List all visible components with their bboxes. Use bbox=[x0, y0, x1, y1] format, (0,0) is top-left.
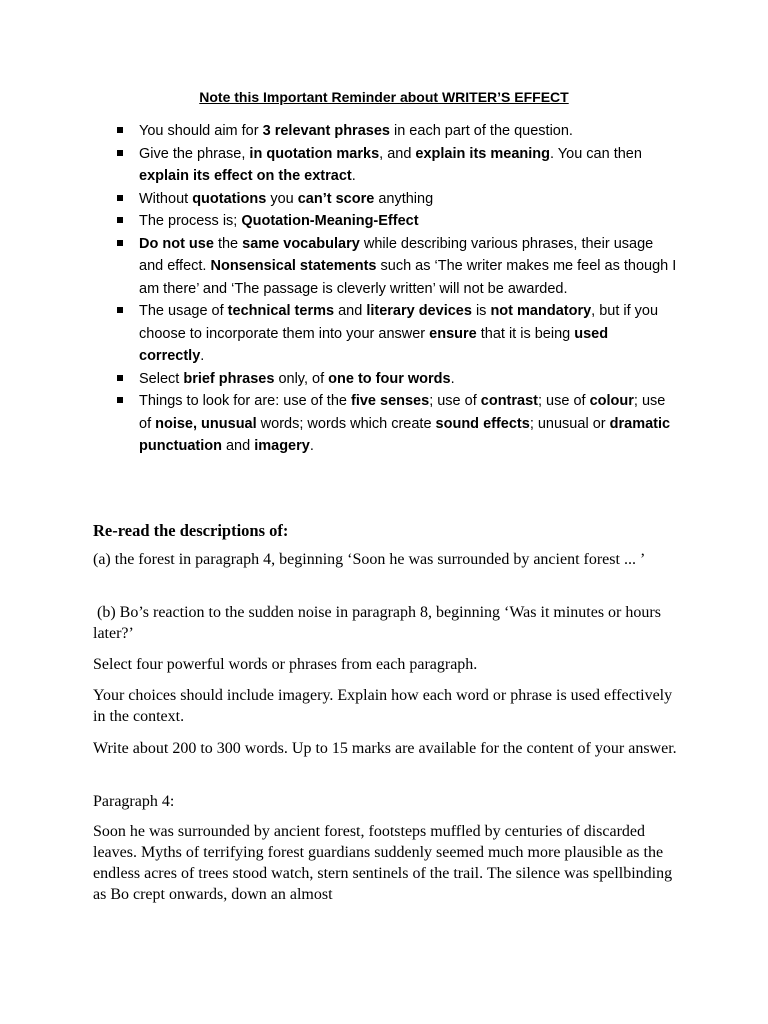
body-text: the bbox=[213, 235, 243, 252]
emphasis-text: five senses bbox=[350, 393, 430, 409]
square-bullet-icon bbox=[117, 307, 123, 313]
emphasis-text: Quotation-Meaning-Effect bbox=[241, 213, 419, 229]
body-text: that it is being bbox=[476, 325, 575, 342]
square-bullet-icon bbox=[117, 150, 123, 156]
emphasis-text: literary devices bbox=[366, 303, 472, 319]
question-item-a: (a) the forest in paragraph 4, beginning ‘Soon he was surrounded by ancient forest ... ’ bbox=[93, 551, 646, 568]
emphasis-text: can’t score bbox=[297, 190, 375, 207]
body-text: ; use of bbox=[429, 393, 481, 409]
emphasis-text: quotations bbox=[192, 190, 267, 207]
reminder-item bbox=[117, 143, 677, 188]
reminder-item bbox=[117, 188, 677, 211]
body-text: only, of bbox=[274, 370, 329, 387]
emphasis-text: same vocabulary bbox=[242, 235, 360, 252]
instruction-imagery: Your choices should include imagery. Explain how each word or phrase is used effectively in the context. bbox=[93, 687, 673, 725]
body-text: in each part of the question. bbox=[389, 123, 573, 139]
square-bullet-icon bbox=[117, 375, 123, 381]
question-item-b: (b) Bo’s reaction to the sudden noise in paragraph 8, beginning ‘Was it minutes or hours later?’ bbox=[93, 604, 661, 642]
emphasis-text: in quotation marks bbox=[249, 145, 380, 162]
reminder-item bbox=[117, 120, 677, 143]
emphasis-text: technical terms bbox=[227, 303, 335, 319]
emphasis-text: imagery bbox=[254, 438, 310, 454]
square-bullet-icon bbox=[117, 195, 123, 201]
reminder-item bbox=[117, 368, 677, 391]
emphasis-text: sound effects bbox=[435, 415, 530, 432]
body-text: . bbox=[200, 348, 205, 364]
reread-heading: Re-read the descriptions of: bbox=[93, 521, 289, 540]
body-text: You should aim for bbox=[139, 123, 263, 139]
instruction-word-count: Write about 200 to 300 words. Up to 15 marks are available for the content of your answer. bbox=[93, 740, 677, 757]
reminder-item bbox=[117, 233, 677, 301]
paragraph-label: Paragraph 4: bbox=[93, 793, 175, 810]
body-text: , but if you choose to incorporate them into your answer bbox=[139, 303, 659, 342]
body-text: and bbox=[334, 303, 367, 319]
reminder-list bbox=[117, 120, 677, 458]
body-text: . You can then bbox=[550, 145, 642, 162]
emphasis-text: explain its meaning bbox=[415, 145, 550, 162]
emphasis-text: contrast bbox=[480, 393, 538, 409]
square-bullet-icon bbox=[117, 240, 123, 246]
body-text: is bbox=[471, 303, 491, 319]
body-text: such as ‘The writer makes me feel as though I am there’ and ‘The passage is cleverly written’ will not be awarded. bbox=[139, 258, 677, 297]
paragraph-text: Soon he was surrounded by ancient forest, footsteps muffled by centuries of discarded leaves. Myths of terrifying forest guardians suddenly seemed much more plausible as the endless acres of trees stood watch, stern sentinels of the trail. The silence was spellbinding as Bo crept onwards, down an almost bbox=[93, 823, 673, 903]
emphasis-text: not mandatory bbox=[490, 303, 592, 319]
body-text: ; use of bbox=[538, 393, 590, 409]
body-text: while describing various phrases, their usage and effect. bbox=[139, 235, 654, 274]
emphasis-text: noise, unusual bbox=[155, 415, 257, 432]
instruction-select: Select four powerful words or phrases from each paragraph. bbox=[93, 656, 478, 673]
emphasis-text: used correctly bbox=[139, 325, 609, 364]
emphasis-text: Nonsensical statements bbox=[210, 258, 377, 274]
reminder-item bbox=[117, 210, 677, 233]
body-text: , and bbox=[379, 145, 416, 162]
body-text: . bbox=[450, 370, 455, 387]
reminder-item bbox=[117, 300, 677, 368]
body-text: . bbox=[351, 168, 356, 184]
body-text: and bbox=[221, 438, 255, 454]
reminder-item bbox=[117, 390, 677, 458]
emphasis-text: colour bbox=[589, 393, 634, 409]
emphasis-text: brief phrases bbox=[183, 370, 275, 387]
body-text: words; words which create bbox=[256, 415, 436, 432]
emphasis-text: Do not use bbox=[139, 235, 214, 252]
body-text: The process is; bbox=[139, 213, 242, 229]
square-bullet-icon bbox=[117, 397, 123, 403]
square-bullet-icon bbox=[117, 217, 123, 223]
body-text: anything bbox=[374, 190, 434, 207]
square-bullet-icon bbox=[117, 127, 123, 133]
body-text: The usage of bbox=[139, 303, 228, 319]
body-text: Select bbox=[139, 370, 184, 387]
body-text: Without bbox=[139, 190, 193, 207]
body-text: Give the phrase, bbox=[139, 145, 250, 162]
body-text: ; unusual or bbox=[529, 415, 610, 432]
emphasis-text: ensure bbox=[429, 325, 477, 342]
emphasis-text: 3 relevant phrases bbox=[262, 123, 390, 139]
emphasis-text: explain its effect on the extract bbox=[139, 168, 352, 184]
page-title: Note this Important Reminder about WRITER’S EFFECT bbox=[199, 89, 569, 105]
body-text: you bbox=[266, 190, 298, 207]
body-text: Things to look for are: use of the bbox=[139, 393, 351, 409]
emphasis-text: dramatic punctuation bbox=[139, 415, 671, 454]
emphasis-text: one to four words bbox=[328, 370, 451, 387]
body-text: ; use of bbox=[139, 393, 666, 432]
body-text: . bbox=[309, 438, 314, 454]
